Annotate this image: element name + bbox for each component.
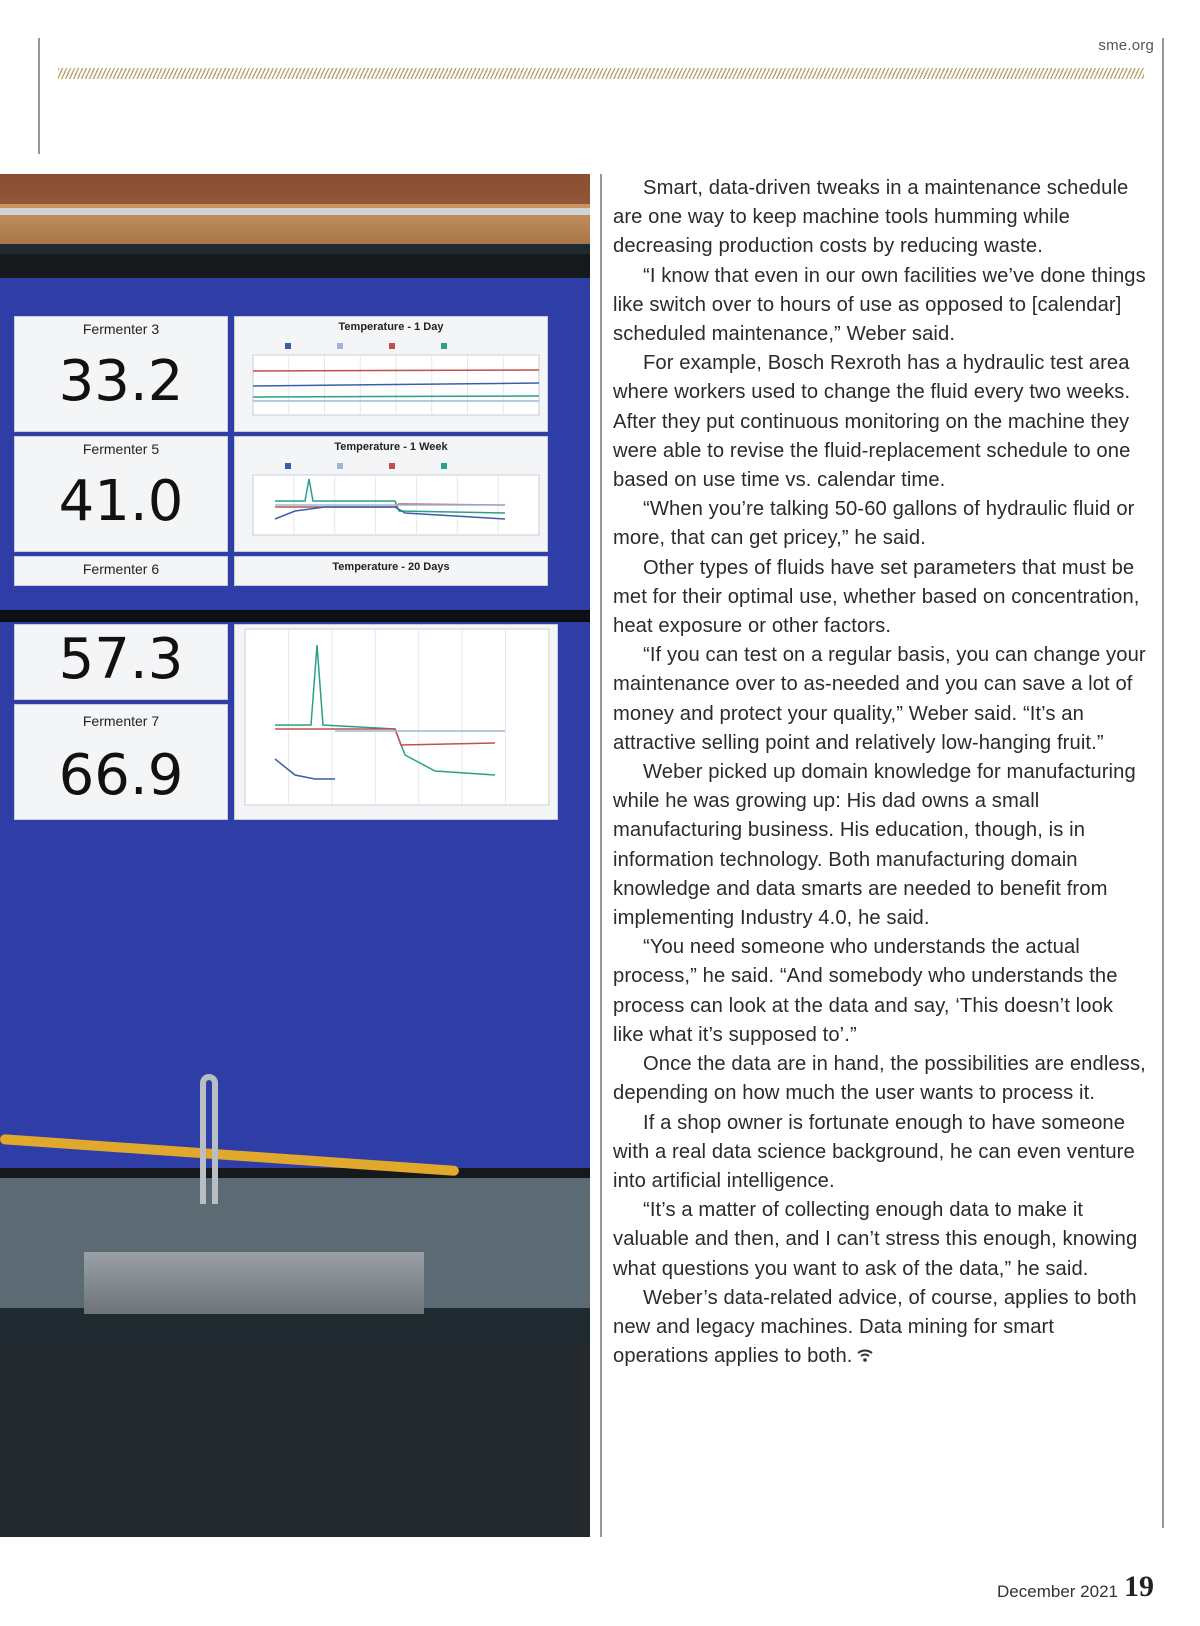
chart-legend-swatch <box>337 463 343 469</box>
chart-series-line <box>253 370 539 371</box>
end-mark-icon <box>857 1349 873 1363</box>
temperature-chart-2 <box>234 436 548 552</box>
fermenter-label: Fermenter 7 <box>82 713 160 729</box>
photo-pipe <box>0 208 590 215</box>
fermenter-reading: 66.9 <box>58 743 184 808</box>
paragraph: For example, Bosch Rexroth has a hydraulic test area where workers used to change the fluid every two weeks. After they put continuous monitoring on the machine they were able to revise the fluid-replacement schedule to one based on use time vs. calendar time. <box>613 352 1131 492</box>
site-url[interactable]: sme.org <box>1098 37 1154 54</box>
right-margin-rule <box>1162 38 1164 1528</box>
paragraph-final <box>613 1284 1148 1372</box>
chart-legend-swatch <box>441 343 447 349</box>
paragraph: “I know that even in our own facilities we’ve done things like switch over to hours of use as opposed to [calendar] scheduled maintenance,” Weber said. <box>613 264 1146 346</box>
fermenter-label: Fermenter 6 <box>82 561 160 577</box>
photo-sink <box>84 1252 424 1314</box>
paragraph: “If you can test on a regular basis, you can change your maintenance over to as-needed and you can save a lot of money and protect your quality,” Weber said. “It’s an attractive selling point and relatively low-hanging fruit.” <box>613 644 1146 754</box>
fermenter-reading: 41.0 <box>58 469 184 534</box>
left-margin-rule <box>38 38 40 154</box>
fermenter-label: Fermenter 5 <box>82 441 160 457</box>
chart-legend-swatch <box>337 343 343 349</box>
paragraph: Other types of fluids have set parameters that must be met for their optimal use, whether based on concentration, heat exposure or other factors. <box>613 556 1140 638</box>
chart-legend-swatch <box>389 343 395 349</box>
chart-plot <box>235 317 549 433</box>
chart-plot <box>235 625 559 821</box>
fermenter-reading: 33.2 <box>58 349 184 414</box>
photo-screen <box>0 278 590 1168</box>
paragraph: Smart, data-driven tweaks in a maintenance schedule are one way to keep machine tools humming while decreasing production costs by reducing waste. <box>613 177 1129 258</box>
chart-plot-area <box>245 629 549 805</box>
fermenter-tile-3-label-area <box>14 556 228 586</box>
chart-series-line <box>253 396 539 397</box>
paragraph-final-text: Weber’s data-related advice, of course, applies to both new and legacy machines. Data mining for smart operations applies to both. <box>613 1286 1137 1368</box>
photo-cabinet <box>0 1344 590 1537</box>
photo-faucet <box>200 1074 218 1204</box>
fermenter-reading: 57.3 <box>58 627 184 692</box>
chart-title: Temperature - 20 Days <box>332 561 450 573</box>
page-number: 19 <box>1124 1570 1154 1603</box>
decorative-hatch-band <box>58 68 1144 79</box>
article-photo <box>0 174 590 1537</box>
chart-title: Temperature - 1 Day <box>338 321 444 333</box>
chart-title: Temperature - 1 Week <box>334 441 448 453</box>
paragraph: Weber picked up domain knowledge for manufacturing while he was growing up: His dad owns a small manufacturing business. His education, though, is in information technology. Both manufacturing domain knowledge and data smarts are needed to benefit from implementing Industry 4.0, he said. <box>613 761 1136 930</box>
issue-date: December 2021 <box>997 1582 1118 1601</box>
fermenter-tile-4 <box>14 704 228 820</box>
monitor-bezel <box>0 610 590 622</box>
fermenter-tile-2 <box>14 436 228 552</box>
paragraph: “When you’re talking 50-60 gallons of hydraulic fluid or more, that can get pricey,” he said. <box>613 498 1135 550</box>
paragraph: Once the data are in hand, the possibilities are endless, depending on how much the user wants to process it. <box>613 1053 1146 1105</box>
column-rule <box>600 174 602 1537</box>
fermenter-label: Fermenter 3 <box>82 321 160 337</box>
chart-plot <box>235 437 549 553</box>
fermenter-tile-1 <box>14 316 228 432</box>
paragraph: If a shop owner is fortunate enough to have someone with a real data science background, he can even venture into artificial intelligence. <box>613 1111 1135 1192</box>
fermenter-tile-3 <box>14 624 228 700</box>
chart-legend-swatch <box>285 463 291 469</box>
temperature-chart-3 <box>234 624 558 820</box>
chart-legend-swatch <box>441 463 447 469</box>
chart-legend-swatch <box>389 463 395 469</box>
chart-legend-swatch <box>285 343 291 349</box>
article-body <box>613 174 1148 1536</box>
temperature-chart-1 <box>234 316 548 432</box>
paragraph: “It’s a matter of collecting enough data to make it valuable and then, and I can’t stress this enough, knowing what questions you want to ask of the data,” he said. <box>613 1199 1138 1280</box>
paragraph: “You need someone who understands the actual process,” he said. “And somebody who understands the process can look at the data and say, ‘This doesn’t look like what it’s supposed to’.” <box>613 936 1118 1046</box>
temperature-chart-3-title-area <box>234 556 548 586</box>
